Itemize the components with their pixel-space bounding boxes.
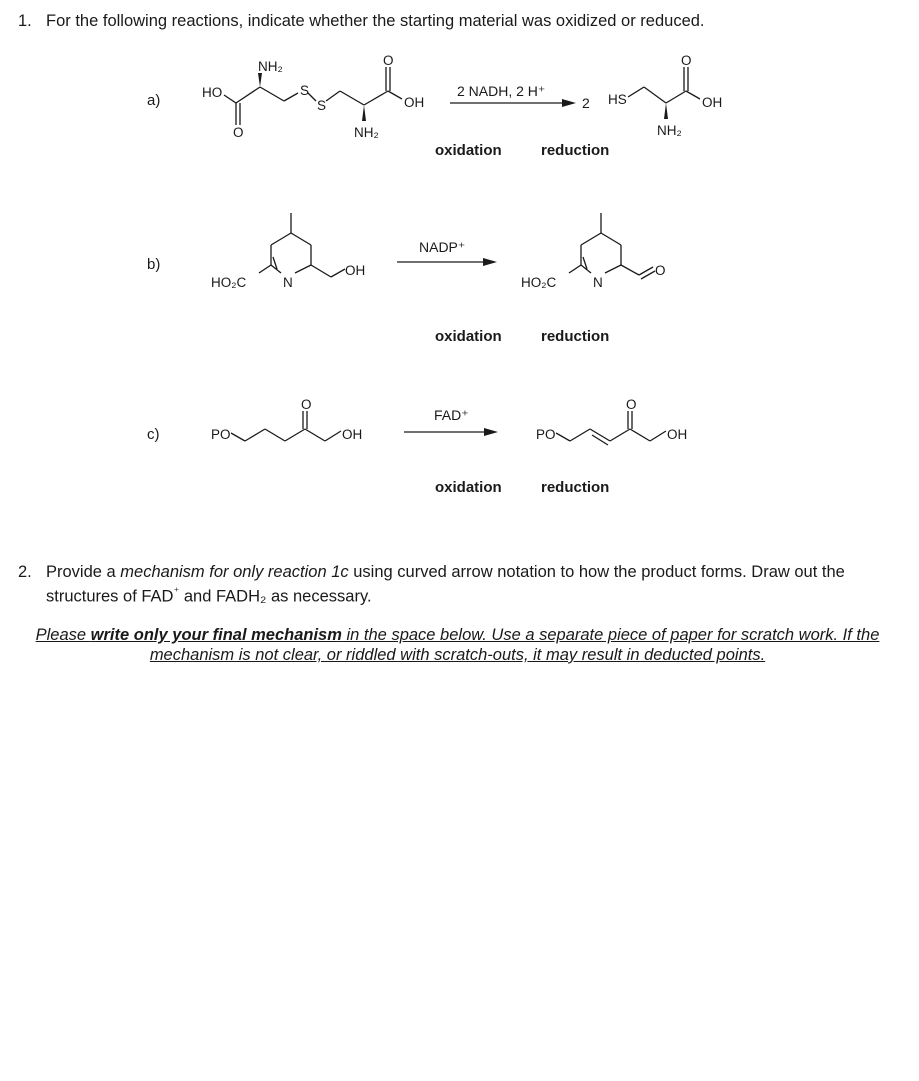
reaction-b-option-oxidation[interactable]: oxidation [435,328,502,345]
atom-label: NH₂ [258,59,283,74]
prompt-text: using curved arrow notation to how the product forms. Draw out the structures of FAD [46,563,845,606]
reaction-c-product [530,395,710,455]
atom-label: NH₂ [657,123,682,138]
prompt-superscript: ⁺ [173,586,180,598]
atom-label: NH₂ [354,125,379,140]
reaction-c-arrow [404,427,502,437]
reaction-b-label: b) [147,256,161,273]
reaction-b-starting-material [205,205,385,295]
atom-label: O [655,263,666,278]
reaction-c-starting-material [205,395,385,455]
reaction-c-option-reduction[interactable]: reduction [541,479,610,496]
prompt-text: Provide a [46,563,121,581]
reaction-a-label: a) [147,92,161,109]
atom-label: O [383,53,394,68]
reaction-b-reagent: NADP⁺ [419,239,466,255]
atom-label: HS [608,92,627,107]
atom-label: O [626,397,637,412]
reaction-b-option-reduction[interactable]: reduction [541,328,610,345]
atom-label: OH [345,263,366,278]
prompt-emphasis: mechanism for only reaction 1c [120,563,349,581]
question-2-prompt [46,562,898,607]
atom-label: O [681,53,692,68]
reaction-b-product [515,205,695,295]
answer-space[interactable] [18,680,898,1060]
reaction-c-option-oxidation[interactable]: oxidation [435,479,502,496]
question-2 [18,562,898,607]
instruction-note [30,625,885,665]
reaction-a-product [600,55,740,145]
atom-label: PO [211,427,231,442]
prompt-text: as necessary. [266,587,372,606]
question-1-number: 1. [18,12,32,30]
prompt-subscript: ₂ [260,587,267,606]
atom-label: N [593,275,603,290]
reaction-c-reagent: FAD⁺ [434,407,469,423]
atom-label: OH [667,427,688,442]
atom-label: OH [342,427,363,442]
reaction-a-option-reduction[interactable]: reduction [541,142,610,159]
atom-label: HO [202,85,223,100]
atom-label: S [300,83,310,98]
atom-label: HO₂C [211,275,247,290]
atom-label: S [317,98,327,113]
question-1-prompt: For the following reactions, indicate whether the starting material was oxidized or reduced. [46,12,705,30]
question-2-number: 2. [18,563,32,581]
atom-label: O [301,397,312,412]
atom-label: N [283,275,293,290]
note-text: Please [35,626,91,644]
atom-label: OH [404,95,425,110]
atom-label: OH [702,95,723,110]
atom-label: PO [536,427,556,442]
reaction-c-label: c) [147,426,160,443]
note-emphasis: write only your final mechanism [90,626,342,644]
reaction-a-reagent: 2 NADH, 2 H⁺ [457,83,546,99]
reaction-b-arrow [397,257,501,267]
reaction-a-coefficient: 2 [582,95,590,111]
question-1 [18,12,705,31]
reaction-a-starting-material [190,55,440,145]
atom-label: HO₂C [521,275,557,290]
prompt-text: and FADH [179,587,260,606]
reaction-a-arrow [450,98,580,108]
atom-label: O [233,125,244,140]
note-text: in the space below. Use a separate piece of paper for scratch work. If the mechanism is not clear, or riddled with scratch-outs, it may result in deducted points. [149,626,880,664]
reaction-a-option-oxidation[interactable]: oxidation [435,142,502,159]
